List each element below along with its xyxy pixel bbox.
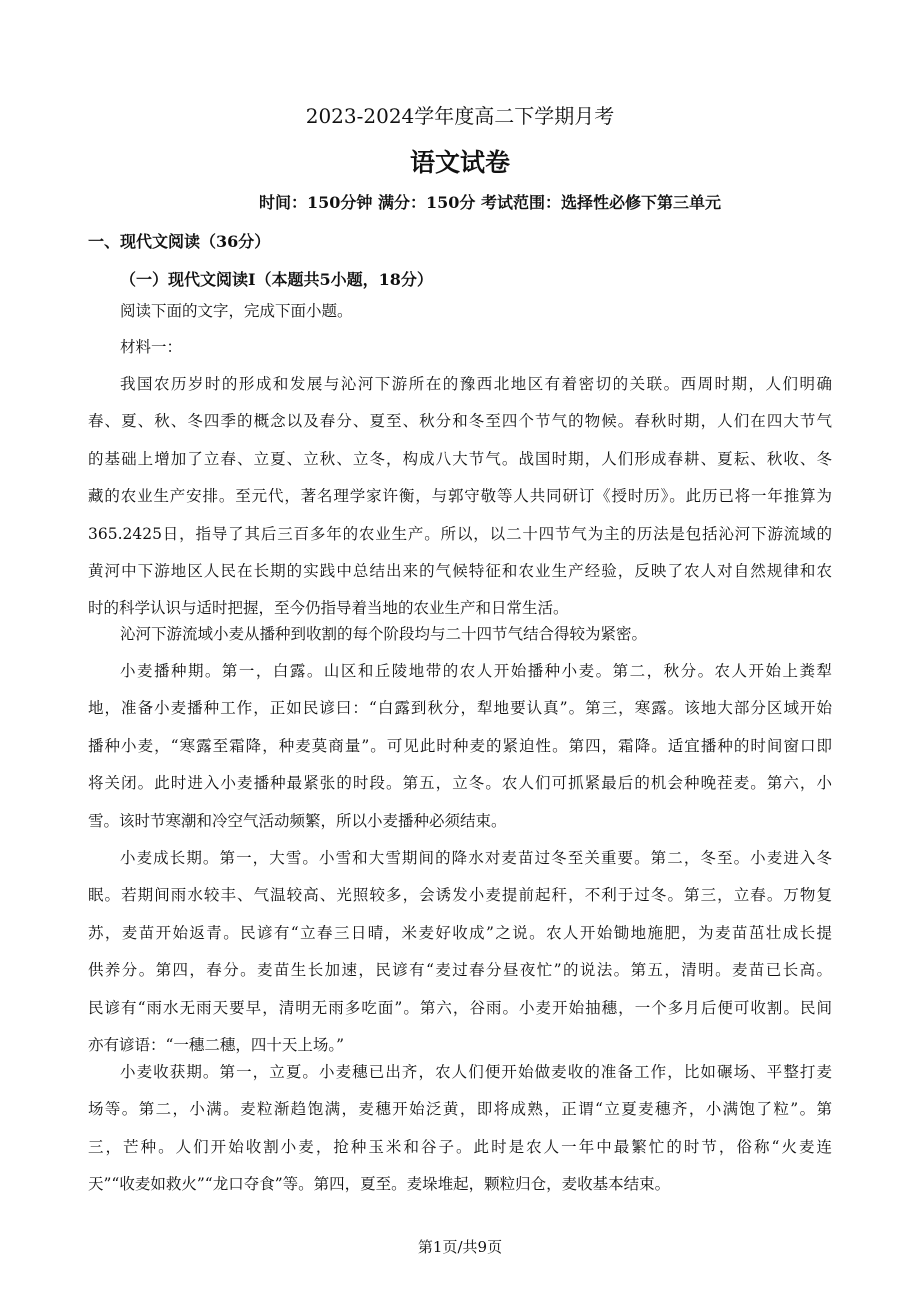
exam-info: 时间：150分钟 满分：150分 考试范围：选择性必修下第三单元: [259, 193, 721, 212]
paragraph-line: 播种小麦，“寒露至霜降，种麦莫商量”。可见此时种麦的紧迫性。第四，霜降。适宜播种的时间窗口即: [88, 736, 832, 755]
material-label: 材料一：: [120, 338, 183, 356]
paragraph: [88, 622, 832, 659]
paragraph-line: 黄河中下游地区人民在长期的实践中总结出来的气候特征和农业生产经验，反映了农人对自然规律和农: [88, 561, 832, 580]
paragraph-line: 365.2425日，指导了其后三百多年的农业生产。所以，以二十四节气为主的历法是包括沁河下游流域的: [88, 524, 832, 543]
section-subheading: （一）现代文阅读Ⅰ（本题共5小题，18分）: [120, 270, 433, 289]
paragraph-line: 三，芒种。人们开始收割小麦，抢种玉米和谷子。此时是农人一年中最繁忙的时节，俗称“火麦连: [88, 1137, 832, 1156]
paragraph-line: 天”“收麦如救火”“龙口夺食”等。第四，夏至。麦垛堆起，颗粒归仓，麦收基本结束。: [88, 1175, 671, 1194]
exam-title: 2023-2024学年度高二下学期月考: [305, 104, 615, 128]
section-heading: 一、现代文阅读（36分）: [88, 232, 271, 251]
paragraph-line: 供养分。第四，春分。麦苗生长加速，民谚有“麦过春分昼夜忙”的说法。第五，清明。麦苗已长高。: [88, 961, 832, 980]
paragraph-line: 地，准备小麦播种工作，正如民谚曰：“白露到秋分，犁地要认真”。第三，寒露。该地大部分区域开始: [88, 699, 832, 718]
paragraph: [88, 1060, 832, 1210]
paragraph-line: 春、夏、秋、冬四季的概念以及春分、夏至、秋分和冬至四个节气的物候。春秋时期，人们在四大节气: [88, 412, 832, 431]
paragraph-line: 的基础上增加了立春、立夏、立秋、立冬，构成八大节气。战国时期，人们形成春耕、夏耘、秋收、冬: [88, 449, 832, 468]
paragraph-line: 场等。第二，小满。麦粒渐趋饱满，麦穗开始泛黄，即将成熟，正谓“立夏麦穗齐，小满饱了粒”。第: [88, 1100, 832, 1119]
paragraph-line: 苏，麦苗开始返青。民谚有“立春三日晴，米麦好收成”之说。农人开始锄地施肥，为麦苗茁壮成长提: [88, 923, 832, 942]
paragraph-line: 小麦播种期。第一，白露。山区和丘陵地带的农人开始播种小麦。第二，秋分。农人开始上粪犁: [120, 662, 832, 680]
paragraph-line: 藏的农业生产安排。至元代，著名理学家许衡，与郭守敬等人共同研订《授时历》。此历已将一年推算为: [88, 487, 832, 506]
paragraph-line: 小麦收获期。第一，立夏。小麦穗已出齐，农人们便开始做麦收的准备工作，比如碾场、平整打麦: [120, 1063, 832, 1081]
paragraph: [88, 846, 832, 1070]
paragraph-line: 民谚有“雨水无雨天要早，清明无雨多吃面”。第六，谷雨。小麦开始抽穗，一个多月后便可收割。民间: [88, 998, 832, 1017]
paragraph: [88, 659, 832, 846]
paragraph-line: 雪。该时节寒潮和冷空气活动频繁，所以小麦播种必须结束。: [88, 811, 507, 830]
page-number: 第1页/共9页: [417, 1238, 503, 1256]
paragraph-line: 我国农历岁时的形成和发展与沁河下游所在的豫西北地区有着密切的关联。西周时期，人们明确: [120, 375, 832, 393]
instruction: 阅读下面的文字，完成下面小题。: [120, 302, 353, 320]
paragraph-line: 亦有谚语：“一穗二穗，四十天上场。”: [88, 1035, 345, 1054]
exam-subject: 语文试卷: [409, 148, 510, 177]
paragraph-line: 小麦成长期。第一，大雪。小雪和大雪期间的降水对麦苗过冬至关重要。第二，冬至。小麦进入冬: [120, 849, 832, 867]
paragraph: [88, 372, 832, 634]
paragraph-line: 沁河下游流域小麦从播种到收割的每个阶段均与二十四节气结合得较为紧密。: [120, 625, 648, 643]
paragraph-line: 眠。若期间雨水较丰、气温较高、光照较多，会诱发小麦提前起秆，不利于过冬。第三，立春。万物复: [88, 886, 832, 905]
paragraph-line: 将关闭。此时进入小麦播种最紧张的时段。第五，立冬。农人们可抓紧最后的机会种晚茬麦。第六，小: [88, 774, 832, 793]
paragraph-line: 时的科学认识与适时把握，至今仍指导着当地的农业生产和日常生活。: [88, 599, 569, 618]
